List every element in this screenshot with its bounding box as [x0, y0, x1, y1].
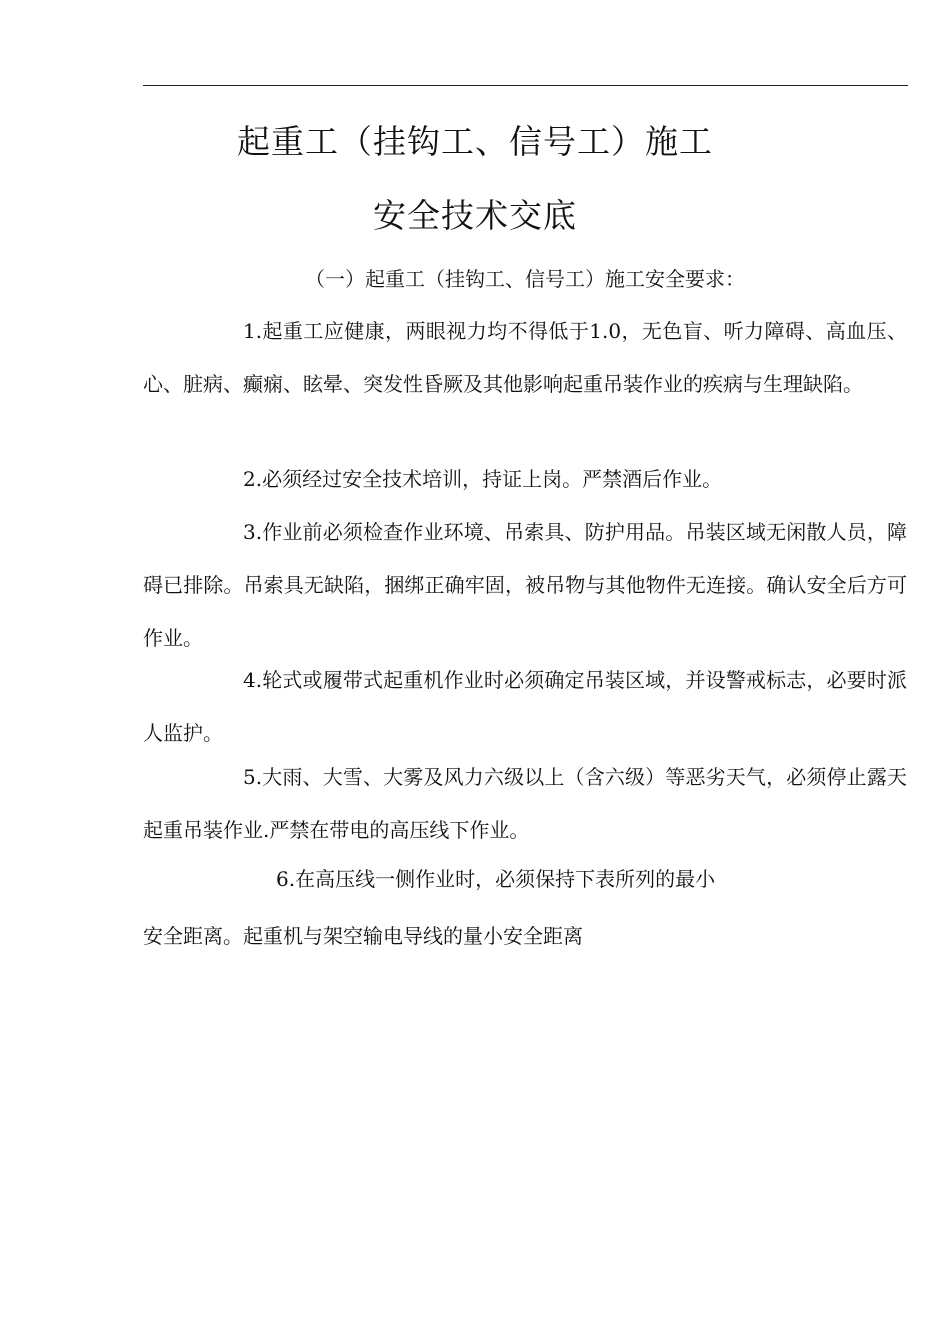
header-rule [143, 85, 908, 86]
paragraph-item-6-line-1: 6.在高压线一侧作业时，必须保持下表所列的最小 [276, 867, 716, 891]
paragraph-item-3: 3.作业前必须检查作业环境、吊索具、防护用品。吊装区域无闲散人员，障碍已排除。吊索具无缺陷，捆绑正确牢固，被吊物与其他物件无连接。确认安全后方可作业。 [143, 520, 907, 650]
document-title: 起重工（挂钩工、信号工）施工 [237, 122, 713, 161]
document-subtitle: 安全技术交底 [373, 196, 577, 235]
paragraph-item-6-line-2: 安全距离。起重机与架空输电导线的量小安全距离 [143, 924, 583, 948]
paragraph-item-5: 5.大雨、大雪、大雾及风力六级以上（含六级）等恶劣天气，必须停止露天起重吊装作业.严禁在带电的高压线下作业。 [143, 765, 907, 842]
paragraph-item-2: 2.必须经过安全技术培训，持证上岗。严禁酒后作业。 [243, 467, 723, 491]
paragraph-item-4: 4.轮式或履带式起重机作业时必须确定吊装区域，并设警戒标志，必要时派人监护。 [143, 668, 907, 745]
paragraph-item-1: 1.起重工应健康，两眼视力均不得低于1.0，无色盲、听力障碍、高血压、心、脏病、癫痫、眩晕、突发性昏厥及其他影响起重吊装作业的疾病与生理缺陷。 [143, 319, 907, 396]
section-heading: （一）起重工（挂钩工、信号工）施工安全要求： [305, 267, 745, 291]
